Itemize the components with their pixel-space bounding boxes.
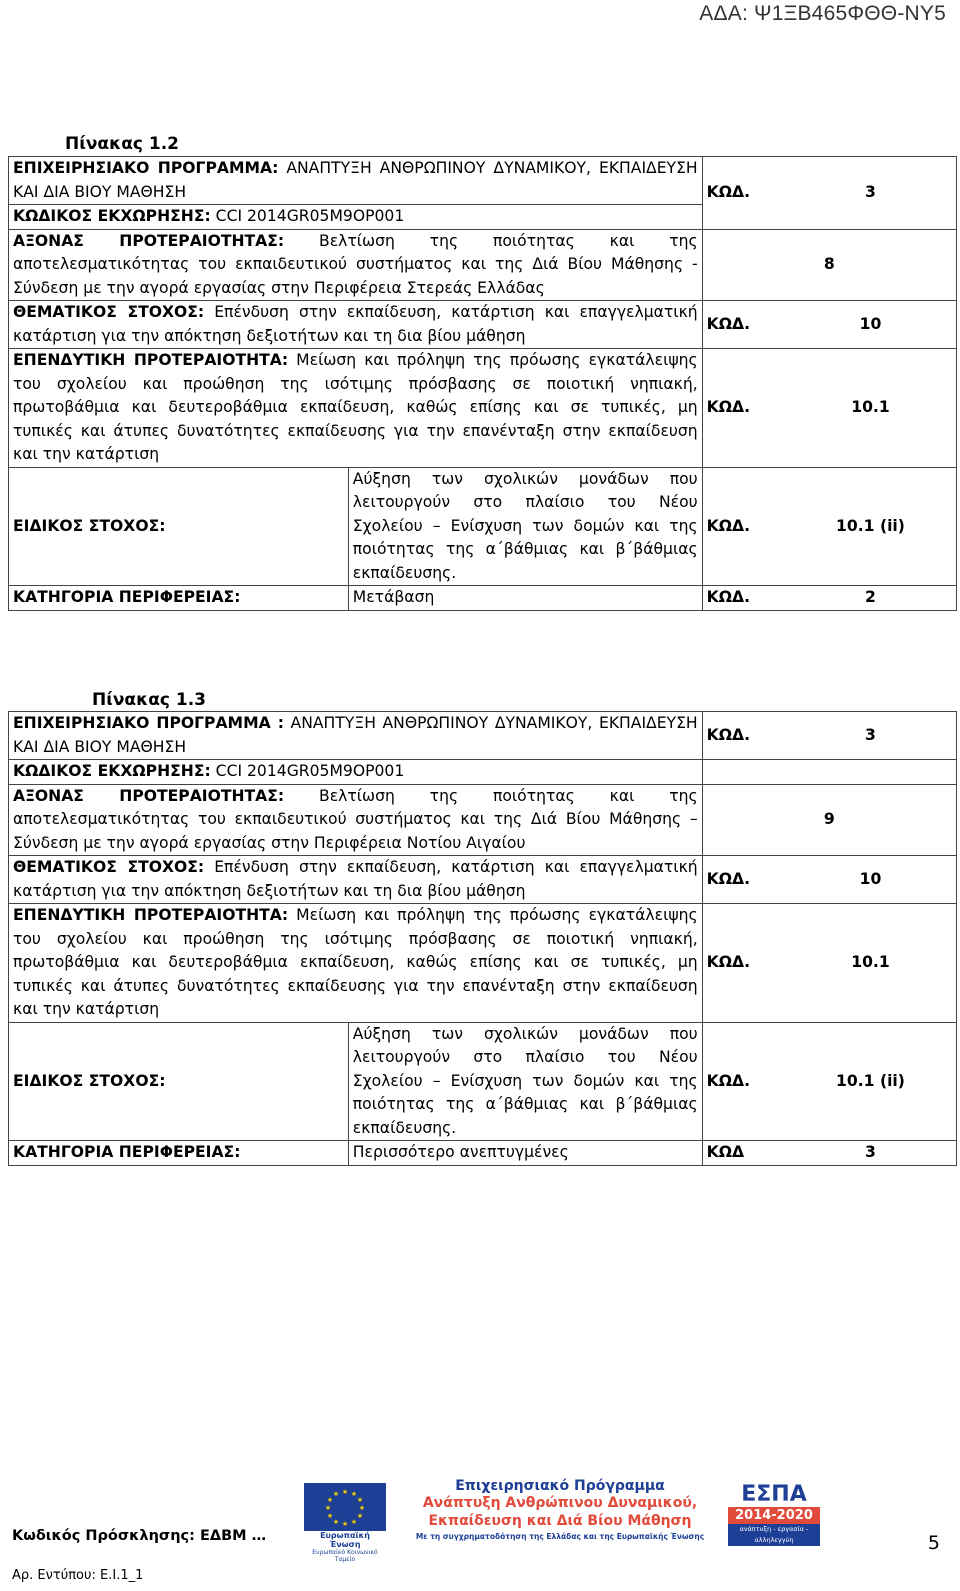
code-label: ΚΩΔ. — [702, 301, 785, 349]
table-row — [9, 856, 957, 904]
op-logo-line1: Επιχειρησιακό Πρόγραμμα — [455, 1478, 665, 1494]
cci-text: CCI 2014GR05M9OP001 — [210, 207, 405, 225]
table-row — [9, 784, 957, 856]
special-text: Αύξηση των σχολικών μονάδων που λειτουργούν στο πλαίσιο του Νέου Σχολείου – Ενίσχυση των δομών και της ποιότητας της α΄βάθμιας και β΄βάθμιας εκπαίδευσης. — [348, 467, 702, 586]
axis-cell — [9, 784, 703, 856]
op-logo-line3: Εκπαίδευση και Διά Βίου Μάθηση — [428, 1513, 692, 1529]
category-text: Περισσότερο ανεπτυγμένες — [348, 1141, 702, 1166]
table-caption: Πίνακας 1.2 — [65, 134, 179, 154]
eu-logo-sub: Ευρωπαϊκό Κοινωνικό Ταμείο — [312, 1549, 378, 1563]
thematic-cell — [9, 856, 703, 904]
code-label: ΚΩΔ. — [702, 586, 785, 611]
special-label: ΕΙΔΙΚΟΣ ΣΤΟΧΟΣ: — [9, 1022, 349, 1141]
op-logo-line2: Ανάπτυξη Ανθρώπινου Δυναμικού, — [422, 1495, 698, 1511]
code-label: ΚΩΔ. — [702, 856, 785, 904]
table-row — [9, 586, 957, 611]
svg-text:★: ★ — [326, 1496, 334, 1504]
svg-text:★: ★ — [332, 1490, 340, 1498]
form-number: Αρ. Εντύπου: Ε.Ι.1_1 — [12, 1568, 144, 1583]
cci-cell — [9, 760, 703, 785]
code-value: 10 — [785, 856, 957, 904]
thematic-label: ΘΕΜΑΤΙΚΟΣ ΣΤΟΧΟΣ: — [13, 858, 205, 876]
investment-text: Μείωση και πρόληψη της πρόωσης εγκατάλειψης του σχολείου και προώθηση της ισότιμης πρόσβασης σε ποιοτική νηπιακή, πρωτοβάθμια και δευτεροβάθμια εκπαίδευση, καθώς επίσης και σε τυπικές, μη τυπικές και άτυπες δυνατότητες εκπαίδευσης για την επανένταξη στην εκπαίδευση και την κατάρτιση — [13, 906, 698, 1018]
code-value: 3 — [785, 712, 957, 760]
svg-text:★: ★ — [326, 1512, 334, 1520]
axis-label: ΑΞΟΝΑΣ ΠΡΟΤΕΡΑΙΟΤΗΤΑΣ: — [13, 786, 285, 805]
axis-label: ΑΞΟΝΑΣ ΠΡΟΤΕΡΑΙΟΤΗΤΑΣ: — [13, 231, 285, 250]
thematic-cell — [9, 301, 703, 349]
investment-cell — [9, 904, 703, 1023]
code-value: 10.1 (ii) — [785, 1022, 957, 1141]
espa-logo — [728, 1483, 820, 1547]
svg-text:★: ★ — [341, 1488, 349, 1496]
empty-cell — [702, 760, 956, 785]
eu-flag-icon — [304, 1483, 386, 1531]
axis-text: Βελτίωση της ποιότητας και της αποτελεσματικότητας του εκπαιδευτικού συστήματος και της Διά Βίου Μάθησης – Σύνδεση με την αγορά εργασίας στην Περιφέρεια Νοτίου Αιγαίου — [13, 786, 698, 852]
table-row — [9, 1022, 957, 1141]
cci-text: CCI 2014GR05M9OP001 — [210, 762, 405, 780]
code-label: ΚΩΔ. — [702, 467, 785, 586]
special-label: ΕΙΔΙΚΟΣ ΣΤΟΧΟΣ: — [9, 467, 349, 586]
table-row — [9, 712, 957, 760]
table-row — [9, 349, 957, 468]
code-label: ΚΩΔ. — [702, 904, 785, 1023]
category-text: Μετάβαση — [348, 586, 702, 611]
axis-text: Βελτίωση της ποιότητας και της αποτελεσματικότητας του εκπαιδευτικού συστήματος και της Διά Βίου Μάθησης - Σύνδεση με την αγορά εργασίας στην Περιφέρεια Στερεάς Ελλάδας — [13, 231, 698, 297]
op-logo — [410, 1478, 710, 1560]
program-text: ΑΝΑΠΤΥΞΗ ΑΝΘΡΩΠΙΝΟΥ ΔΥΝΑΜΙΚΟΥ, ΕΚΠΑΙΔΕΥΣΗ ΚΑΙ ΔΙΑ ΒΙΟΥ ΜΑΘΗΣΗ — [13, 714, 698, 756]
code-value: 10.1 — [785, 904, 957, 1023]
table-row — [9, 1141, 957, 1166]
table-row — [9, 157, 957, 205]
code-value: 10 — [785, 301, 957, 349]
page-number: 5 — [927, 1532, 940, 1554]
investment-text: Μείωση και πρόληψη της πρόωσης εγκατάλειψης του σχολείου και προώθηση της ισότιμης πρόσβασης σε ποιοτική νηπιακή, πρωτοβάθμια και δευτεροβάθμια εκπαίδευση, καθώς επίσης και σε τυπικές, μη τυπικές και άτυπες δυνατότητες εκπαίδευσης για την επανένταξη στην εκπαίδευση και την κατάρτιση — [13, 351, 698, 463]
op-logo-line4: Με τη συγχρηματοδότηση της Ελλάδας και της Ευρωπαϊκής Ένωσης — [415, 1532, 705, 1541]
call-code: Κωδικός Πρόσκλησης: ΕΔΒΜ … — [12, 1528, 267, 1544]
code-value: 10.1 (ii) — [785, 467, 957, 586]
svg-text:★: ★ — [356, 1512, 364, 1520]
axis-value: 8 — [702, 229, 956, 301]
svg-text:★: ★ — [341, 1520, 349, 1528]
code-value: 2 — [785, 586, 957, 611]
table-row — [9, 301, 957, 349]
cci-label: ΚΩΔΙΚΟΣ ΕΚΧΩΡΗΣΗΣ: — [13, 207, 211, 225]
ada-code: ΑΔΑ: Ψ1ΞΒ465ΦΘΘ-ΝΥ5 — [699, 2, 946, 25]
espa-word: ΕΣΠΑ — [741, 1482, 807, 1507]
program-text: ΑΝΑΠΤΥΞΗ ΑΝΘΡΩΠΙΝΟΥ ΔΥΝΑΜΙΚΟΥ, ΕΚΠΑΙΔΕΥΣΗ ΚΑΙ ΔΙΑ ΒΙΟΥ ΜΑΘΗΣΗ — [13, 159, 698, 201]
eu-logo — [304, 1483, 386, 1563]
svg-text:★: ★ — [356, 1496, 364, 1504]
program-cell — [9, 157, 703, 205]
investment-label: ΕΠΕΝΔΥΤΙΚΗ ΠΡΟΤΕΡΑΙΟΤΗΤΑ: — [13, 906, 289, 924]
special-text: Αύξηση των σχολικών μονάδων που λειτουργούν στο πλαίσιο του Νέου Σχολείου – Ενίσχυση των δομών και της ποιότητας της α΄βάθμιας και β΄βάθμιας εκπαίδευσης. — [348, 1022, 702, 1141]
thematic-text: Επένδυση στην εκπαίδευση, κατάρτιση και επαγγελματική κατάρτιση για την απόκτηση δεξιοτήτων και τη δια βίου μάθηση — [13, 858, 698, 900]
svg-text:★: ★ — [332, 1518, 340, 1526]
code-label: ΚΩΔ. — [702, 712, 785, 760]
axis-cell — [9, 229, 703, 301]
svg-text:★: ★ — [324, 1504, 332, 1512]
table-row — [9, 904, 957, 1023]
program-table — [8, 711, 957, 1166]
program-table — [8, 156, 957, 611]
svg-text:★: ★ — [350, 1518, 358, 1526]
cci-label: ΚΩΔΙΚΟΣ ΕΚΧΩΡΗΣΗΣ: — [13, 762, 211, 780]
investment-cell — [9, 349, 703, 468]
code-label: ΚΩΔ. — [702, 157, 785, 230]
category-label: ΚΑΤΗΓΟΡΙΑ ΠΕΡΙΦΕΡΕΙΑΣ: — [9, 1141, 349, 1166]
program-cell — [9, 712, 703, 760]
program-label: ΕΠΙΧΕΙΡΗΣΙΑΚΟ ΠΡΟΓΡΑΜΜΑ : — [13, 714, 284, 732]
code-value: 3 — [785, 1141, 957, 1166]
code-value: 10.1 — [785, 349, 957, 468]
category-label: ΚΑΤΗΓΟΡΙΑ ΠΕΡΙΦΕΡΕΙΑΣ: — [9, 586, 349, 611]
table-caption: Πίνακας 1.3 — [92, 690, 206, 710]
eu-logo-text: Ευρωπαϊκή Ένωση — [320, 1531, 370, 1549]
code-value: 3 — [785, 157, 957, 230]
thematic-label: ΘΕΜΑΤΙΚΟΣ ΣΤΟΧΟΣ: — [13, 303, 205, 321]
code-label: ΚΩΔ — [702, 1141, 785, 1166]
investment-label: ΕΠΕΝΔΥΤΙΚΗ ΠΡΟΤΕΡΑΙΟΤΗΤΑ: — [13, 351, 289, 369]
svg-text:★: ★ — [358, 1504, 366, 1512]
thematic-text: Επένδυση στην εκπαίδευση, κατάρτιση και επαγγελματική κατάρτιση για την απόκτηση δεξιοτήτων και τη δια βίου μάθηση — [13, 303, 698, 345]
table-row — [9, 229, 957, 301]
table-row — [9, 760, 957, 785]
svg-text:★: ★ — [350, 1490, 358, 1498]
cci-cell — [9, 205, 703, 230]
code-label: ΚΩΔ. — [702, 1022, 785, 1141]
program-label: ΕΠΙΧΕΙΡΗΣΙΑΚΟ ΠΡΟΓΡΑΜΜΑ: — [13, 159, 279, 177]
axis-value: 9 — [702, 784, 956, 856]
code-label: ΚΩΔ. — [702, 349, 785, 468]
espa-tag: ανάπτυξη - εργασία - αλληλεγγύη — [728, 1524, 820, 1546]
espa-years: 2014-2020 — [728, 1507, 820, 1524]
table-row — [9, 467, 957, 586]
